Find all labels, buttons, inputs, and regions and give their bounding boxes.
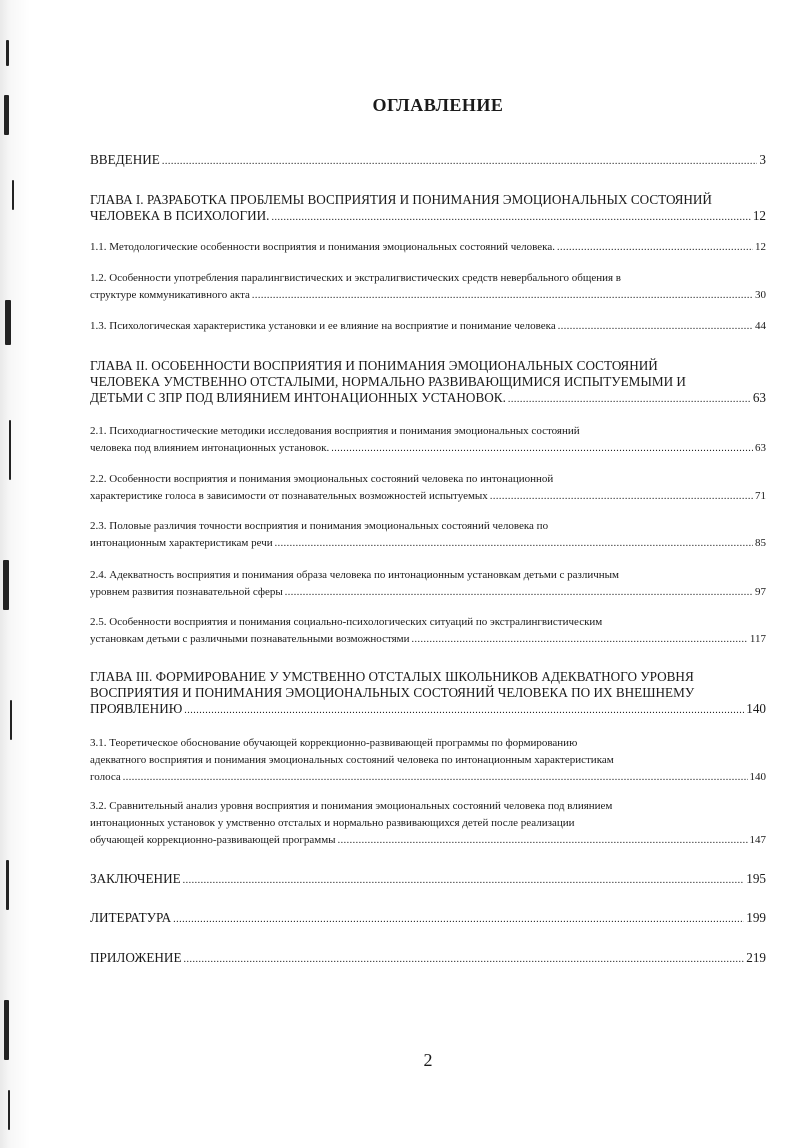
dot-leader: [184, 703, 744, 719]
dot-leader: [271, 210, 750, 226]
toc-entry-last-line: [90, 769, 766, 786]
toc-entry-title: установкам детьми с различными познавательными возможностями: [90, 633, 410, 645]
toc-entry-title: характеристике голоса в зависимости от познавательных возможностей испытуемых: [90, 490, 488, 502]
dot-leader: [123, 769, 748, 786]
toc-page-number: 12: [752, 208, 766, 223]
toc-entry-line: ЧЕЛОВЕКА УМСТВЕННО ОТСТАЛЫМИ, НОРМАЛЬНО РАЗВИВАЮЩИМИСЯ ИСПЫТУЕМЫМИ И: [90, 374, 686, 389]
toc-page-number: 140: [746, 701, 766, 716]
toc-entry-last-line: [90, 239, 766, 256]
toc-entry[interactable]: [90, 358, 766, 408]
toc-page-number: 97: [755, 586, 766, 598]
toc-page-number: 85: [755, 537, 766, 549]
toc-entry-line: 3.2. Сравнительный анализ уровня восприятия и понимания эмоциональных состояний человека под влиянием: [90, 800, 613, 812]
toc-entry-title: голоса: [90, 771, 121, 783]
toc-entry-line: 2.4. Адекватность восприятия и понимания образа человека по интонационным установкам детьми с различным: [90, 569, 619, 581]
toc-entry-line: 2.3. Половые различия точности восприятия и понимания эмоциональных состояний человека по: [90, 520, 549, 532]
toc-page-number: 3: [759, 152, 766, 167]
toc-entry-last-line: [90, 208, 766, 226]
toc-entry-last-line: [90, 950, 766, 968]
toc-entry-last-line: [90, 910, 766, 928]
toc-page-number: 147: [749, 834, 766, 846]
toc-entry-title: обучающей коррекционно-развивающей программы: [90, 834, 336, 846]
toc-entry-last-line: [90, 871, 766, 889]
toc-entry-last-line: [90, 832, 766, 849]
scan-speck: [6, 860, 9, 910]
toc-entry-last-line: [90, 287, 766, 304]
toc-entry-line: 1.2. Особенности употребления паралингвистических и экстралигвистических средств невербального общения в: [90, 272, 621, 284]
toc-entry-line: адекватного восприятия и понимания эмоциональных состояний человека по интонационным характеристикам: [90, 754, 614, 766]
toc-entry-title: интонационным характеристикам речи: [90, 537, 273, 549]
toc-entry-line: интонационных установок у умственно отсталых и нормально развивающихся детей после реализации: [90, 817, 575, 829]
toc-entry[interactable]: [90, 318, 766, 335]
toc-entry-title: 1.1. Методологические особенности восприятия и понимания эмоциональных состояний человека.: [90, 241, 555, 253]
toc-entry[interactable]: [90, 669, 766, 719]
toc-entry[interactable]: [90, 567, 766, 601]
scan-speck: [3, 560, 9, 610]
toc-entry[interactable]: [90, 614, 766, 648]
toc-page-number: 117: [749, 633, 766, 645]
toc-entry[interactable]: [90, 152, 766, 170]
dot-leader: [338, 832, 748, 849]
toc-page-number: 140: [749, 771, 766, 783]
scan-speck: [5, 300, 11, 345]
toc-entry-line: ГЛАВА II. ОСОБЕННОСТИ ВОСПРИЯТИЯ И ПОНИМАНИЯ ЭМОЦИОНАЛЬНЫХ СОСТОЯНИЙ: [90, 358, 658, 373]
toc-page-number: 199: [746, 910, 766, 925]
toc-entry-last-line: [90, 390, 766, 408]
dot-leader: [285, 584, 753, 601]
toc-entry-line: 2.5. Особенности восприятия и понимания социально-психологических ситуаций по экстралингвистическим: [90, 616, 603, 628]
toc-entry-title: ПРОЯВЛЕНИЮ: [90, 701, 183, 716]
toc-page-number: 63: [755, 442, 766, 454]
toc-entry[interactable]: [90, 423, 766, 457]
toc-entry-title: ЛИТЕРАТУРА: [90, 910, 172, 925]
toc-entry-title: ЗАКЛЮЧЕНИЕ: [90, 871, 181, 886]
toc-page-number: 30: [755, 289, 766, 301]
toc-entry-last-line: [90, 584, 766, 601]
toc-entry-last-line: [90, 631, 766, 648]
toc-entry-title: ЧЕЛОВЕКА В ПСИХОЛОГИИ.: [90, 208, 270, 223]
toc-entry[interactable]: [90, 950, 766, 968]
dot-leader: [162, 154, 758, 170]
toc-entry-title: человека под влиянием интонационных установок.: [90, 442, 330, 454]
toc-entry-title: ВВЕДЕНИЕ: [90, 152, 160, 167]
toc-entry-last-line: [90, 440, 766, 457]
toc-entry-title: 1.3. Психологическая характеристика установки и ее влияние на восприятие и понимание человека: [90, 320, 556, 332]
toc-entry[interactable]: [90, 239, 766, 256]
toc-entry-title: ДЕТЬМИ С ЗПР ПОД ВЛИЯНИЕМ ИНТОНАЦИОННЫХ УСТАНОВОК.: [90, 390, 506, 405]
scan-speck: [6, 40, 9, 66]
toc-entry-line: 2.1. Психодиагностические методики исследования восприятия и понимания эмоциональных состояний: [90, 425, 580, 437]
toc-entry-line: 2.2. Особенности восприятия и понимания эмоциональных состояний человека по интонационной: [90, 473, 554, 485]
toc-entry-title: уровнем развития познавательной сферы: [90, 586, 283, 598]
page-number: 2: [423, 1050, 433, 1070]
toc-entry[interactable]: [90, 471, 766, 505]
toc-entry-last-line: [90, 701, 766, 719]
dot-leader: [275, 535, 753, 552]
toc-entry-line: ГЛАВА III. ФОРМИРОВАНИЕ У УМСТВЕННО ОТСТАЛЫХ ШКОЛЬНИКОВ АДЕКВАТНОГО УРОВНЯ: [90, 669, 694, 684]
toc-entry[interactable]: [90, 910, 766, 928]
toc-entry[interactable]: [90, 270, 766, 304]
scan-speck: [12, 180, 14, 210]
toc-entry-line: 3.1. Теоретическое обоснование обучающей коррекционно-развивающей программы по формированию: [90, 737, 578, 749]
toc-page-number: 71: [755, 490, 766, 502]
dot-leader: [490, 488, 753, 505]
toc-page-number: 12: [755, 241, 766, 253]
dot-leader: [252, 287, 753, 304]
dot-leader: [508, 392, 751, 408]
toc-entry[interactable]: [90, 798, 766, 849]
dot-leader: [558, 318, 753, 335]
toc-entry-title: ПРИЛОЖЕНИЕ: [90, 950, 182, 965]
dot-leader: [412, 631, 748, 648]
scan-speck: [10, 700, 12, 740]
scan-speck: [9, 420, 11, 480]
toc-page-number: 44: [755, 320, 766, 332]
toc-entry-last-line: [90, 488, 766, 505]
toc-page-number: 63: [752, 390, 766, 405]
dot-leader: [331, 440, 753, 457]
toc-entry[interactable]: [90, 192, 766, 226]
toc-entry-last-line: [90, 535, 766, 552]
toc-entry[interactable]: [90, 871, 766, 889]
toc-entry-line: ВОСПРИЯТИЯ И ПОНИМАНИЯ ЭМОЦИОНАЛЬНЫХ СОСТОЯНИЙ ЧЕЛОВЕКА ПО ИХ ВНЕШНЕМУ: [90, 685, 695, 700]
toc-entry-last-line: [90, 318, 766, 335]
toc-page-number: 219: [746, 950, 766, 965]
toc-entry[interactable]: [90, 518, 766, 552]
dot-leader: [557, 239, 753, 256]
dot-leader: [173, 912, 744, 928]
toc-page-number: 195: [746, 871, 766, 886]
toc-entry-last-line: [90, 152, 766, 170]
toc-entry-title: структуре коммуникативного акта: [90, 289, 250, 301]
toc-entry-line: ГЛАВА I. РАЗРАБОТКА ПРОБЛЕМЫ ВОСПРИЯТИЯ И ПОНИМАНИЯ ЭМОЦИОНАЛЬНЫХ СОСТОЯНИЙ: [90, 192, 712, 207]
scan-speck: [8, 1090, 10, 1130]
dot-leader: [184, 952, 745, 968]
toc-entry[interactable]: [90, 735, 766, 786]
page-title: ОГЛАВЛЕНИЕ: [372, 95, 504, 115]
dot-leader: [183, 873, 745, 889]
